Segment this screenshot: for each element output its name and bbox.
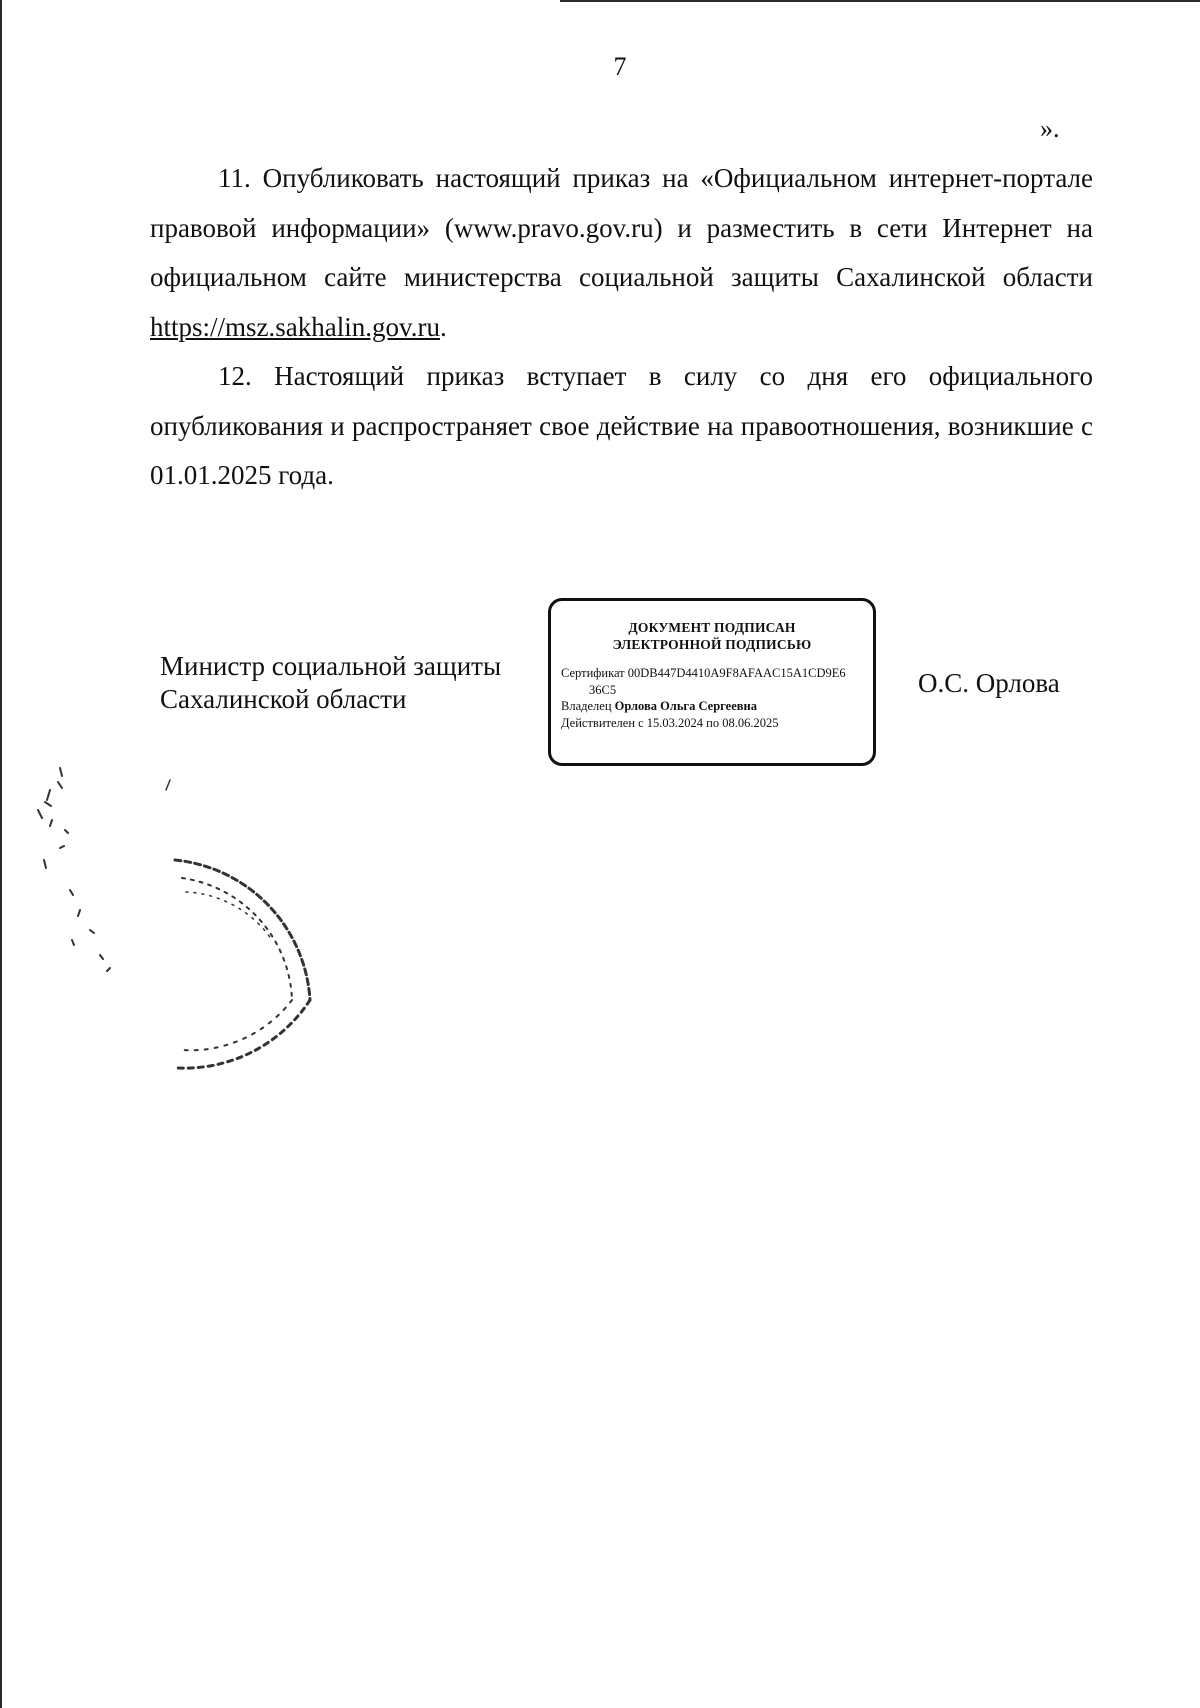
owner-label: Владелец (561, 699, 612, 713)
closing-quote: ». (1040, 114, 1060, 143)
certificate-value-continued: 36C5 (589, 682, 617, 697)
paragraph-11 (150, 154, 1093, 352)
signer-position (160, 650, 501, 716)
scan-edge-left (0, 0, 2, 1708)
stamp-header-line-1: ДОКУМЕНТ ПОДПИСАН (628, 620, 796, 635)
paragraph-11-end: . (439, 311, 447, 342)
paragraph-12: 12. Настоящий приказ вступает в силу со дня его официального опубликования и распространяет свое действие на правоотношения, возникшие с 01.01.2025 года. (150, 361, 1093, 490)
stamp-header-line-2: ЭЛЕКТРОННОЙ ПОДПИСЬЮ (612, 637, 812, 652)
scan-edge-top (560, 0, 1200, 2)
paragraph-11-text: 11. Опубликовать настоящий приказ на «Официальном интернет-портале правовой информации» (www.pravo.gov.ru) и разместить в сети Интернет на официальном сайте министерства социальной защиты Сахалинской области (150, 163, 1093, 292)
stamp-certificate-row (561, 665, 873, 682)
stamp-details (561, 665, 873, 731)
stamp-owner-row (561, 698, 873, 715)
certificate-label: Сертификат (561, 666, 625, 680)
page-number: 7 (613, 52, 627, 81)
signer-name: О.С. Орлова (918, 668, 1060, 698)
position-line-1: Министр социальной защиты (160, 651, 502, 681)
owner-value: Орлова Ольга Сергеевна (614, 699, 757, 713)
stamp-header (551, 619, 873, 653)
electronic-signature-stamp (548, 598, 876, 766)
ministry-site-link[interactable]: https://msz.sakhalin.gov.ru (150, 311, 440, 342)
body-text (150, 154, 1093, 501)
position-line-2: Сахалинской области (160, 684, 407, 714)
stamp-validity: Действителен с 15.03.2024 по 08.06.2025 (561, 715, 779, 730)
certificate-value: 00DB447D4410A9F8AFAAC15A1CD9E6 (627, 666, 846, 680)
official-seal-impression (10, 760, 340, 1080)
